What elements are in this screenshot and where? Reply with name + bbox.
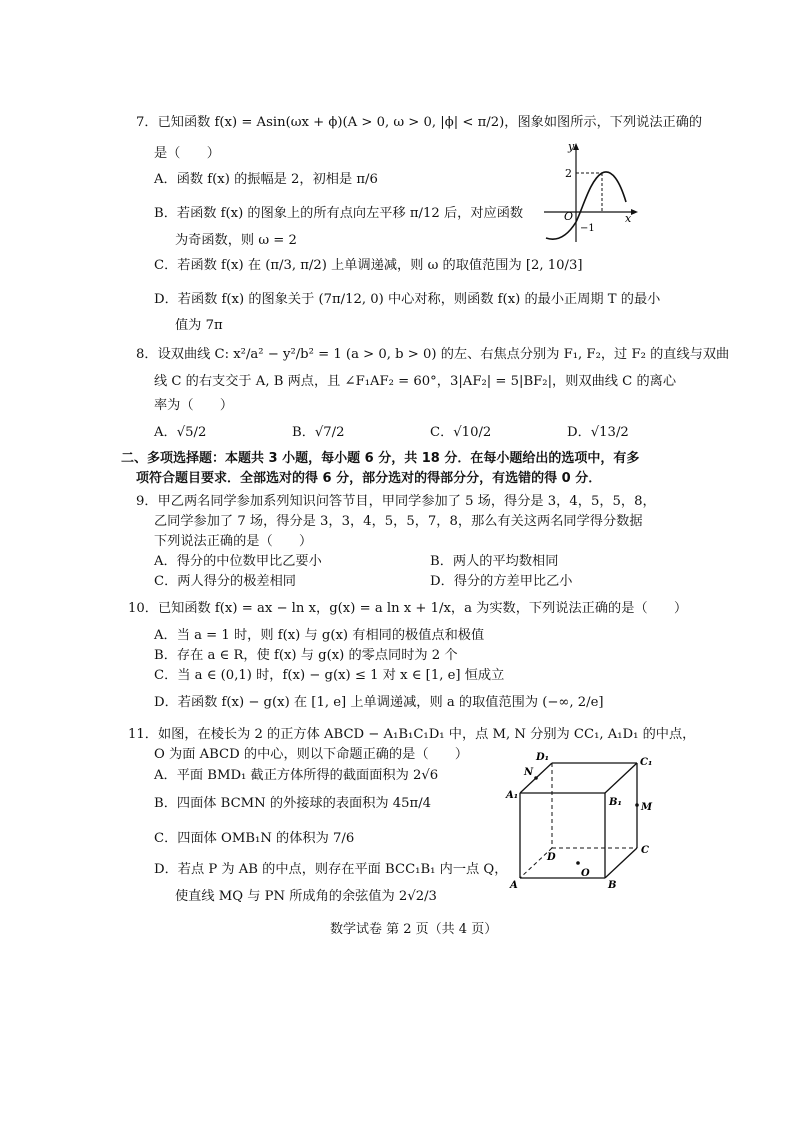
q7-option-c: C．若函数 f(x) 在 (π/3, π/2) 上单调递减，则 ω 的取值范围为 [2, 10/3] [154, 258, 583, 273]
x-axis-arrow [631, 209, 638, 215]
label-M: M [641, 802, 653, 813]
q9-option-b: B．两人的平均数相同 [430, 554, 559, 569]
q8-stem-line1: 8．设双曲线 C: x²/a² − y²/b² = 1 (a > 0, b > 0) 的左、右焦点分别为 F₁, F₂，过 F₂ 的直线与双曲 [136, 347, 730, 362]
q10-line1: 10．已知函数 f(x) = ax − ln x，g(x) = a ln x + 1/x，a 为实数，下列说法正确的是（ ） [128, 601, 688, 616]
q7-stem-line1: 7．已知函数 f(x) = Asin(ωx + ϕ)(A > 0, ω > 0, |ϕ| < π/2)，图象如图所示，下列说法正确的 [136, 115, 703, 130]
q9-option-a: A．得分的中位数甲比乙要小 [154, 554, 322, 569]
edge-BC [605, 848, 637, 878]
origin-label: O [564, 210, 574, 223]
label-O: O [581, 868, 590, 879]
tick-2-label: 2 [565, 167, 572, 180]
q8-option-c: C．√10/2 [430, 425, 492, 440]
q8-option-b: B．√7/2 [292, 425, 345, 440]
q10-option-a: A．当 a = 1 时，则 f(x) 与 g(x) 有相同的极值点和极值 [154, 628, 485, 643]
q11-option-d-line2: 使直线 MQ 与 PN 所成角的余弦值为 2√2/3 [175, 889, 437, 904]
label-D: D [547, 852, 556, 863]
label-B1: B₁ [609, 797, 622, 808]
point-N [534, 776, 538, 780]
tick-minus1-label: −1 [580, 223, 595, 234]
label-C1: C₁ [640, 757, 653, 768]
q11-option-a: A．平面 BMD₁ 截正方体所得的截面面积为 2√6 [154, 768, 439, 783]
q11-line2: O 为面 ABCD 的中心，则以下命题正确的是（ ） [154, 747, 469, 762]
q11-option-b: B．四面体 BCMN 的外接球的表面积为 45π/4 [154, 796, 432, 811]
label-B: B [608, 880, 617, 891]
q7-option-b-line1: B．若函数 f(x) 的图象上的所有点向左平移 π/12 后，对应函数 [154, 206, 524, 221]
edge-B1C1 [605, 763, 637, 793]
q7-option-d-line1: D．若函数 f(x) 的图象关于 (7π/12, 0) 中心对称，则函数 f(x) 的最小正周期 T 的最小 [154, 292, 661, 307]
q9-line2: 乙同学参加了 7 场，得分是 3，3，4，5，5，7，8，那么有关这两名同学得分数据 [154, 514, 643, 529]
q7-stem-line2: 是（ ） [154, 146, 220, 161]
label-N: N [524, 767, 534, 778]
q8-option-a: A．√5/2 [154, 425, 207, 440]
q11-option-d-line1: D．若点 P 为 AB 的中点，则存在平面 BCC₁B₁ 内一点 Q， [154, 862, 508, 877]
q11-cube-figure [500, 748, 660, 893]
q7-option-b-line2: 为奇函数，则 ω = 2 [175, 233, 297, 248]
q9-line1: 9．甲乙两名同学参加系列知识问答节目，甲同学参加了 5 场，得分是 3，4，5，5，8， [136, 494, 656, 509]
y-label: y [568, 140, 575, 153]
q8-stem-line2: 线 C 的右支交于 A, B 两点，且 ∠F₁AF₂ = 60°，3|AF₂| = 5|BF₂|，则双曲线 C 的离心 [154, 374, 677, 389]
point-M [635, 803, 639, 807]
q8-stem-line3: 率为（ ） [154, 398, 234, 413]
label-C: C [641, 845, 649, 856]
q9-option-d: D．得分的方差甲比乙小 [430, 574, 573, 589]
q9-line3: 下列说法正确的是（ ） [154, 534, 313, 549]
label-A: A [510, 880, 518, 891]
q10-option-b: B．存在 a ∈ R，使 f(x) 与 g(x) 的零点同时为 2 个 [154, 648, 458, 663]
section2-heading-line2: 项符合题目要求．全部选对的得 6 分，部分选对的得部分分，有选错的得 0 分． [136, 471, 602, 486]
x-label: x [625, 212, 632, 225]
q8-option-d: D．√13/2 [567, 425, 629, 440]
section2-heading-line1: 二、多项选择题：本题共 3 小题，每小题 6 分，共 18 分．在每小题给出的选项中，有多 [121, 451, 640, 466]
q7-option-d-line2: 值为 7π [175, 318, 223, 333]
q11-line1: 11．如图，在棱长为 2 的正方体 ABCD − A₁B₁C₁D₁ 中，点 M, N 分别为 CC₁, A₁D₁ 的中点， [128, 727, 696, 742]
q10-option-c: C．当 a ∈ (0,1) 时，f(x) − g(x) ≤ 1 对 x ∈ [1, e] 恒成立 [154, 668, 505, 683]
q7-option-a: A．函数 f(x) 的振幅是 2，初相是 π/6 [154, 172, 378, 187]
q10-option-d: D．若函数 f(x) − g(x) 在 [1, e] 上单调递减，则 a 的取值范围为 (−∞, 2/e] [154, 695, 604, 710]
label-A1: A₁ [506, 790, 519, 801]
page-footer: 数学试卷 第 2 页（共 4 页） [330, 922, 498, 937]
label-D1: D₁ [536, 752, 550, 763]
q7-sine-graph [538, 140, 648, 250]
point-O [576, 861, 580, 865]
q11-option-c: C．四面体 OMB₁N 的体积为 7/6 [154, 831, 355, 846]
q9-option-c: C．两人得分的极差相同 [154, 574, 296, 589]
